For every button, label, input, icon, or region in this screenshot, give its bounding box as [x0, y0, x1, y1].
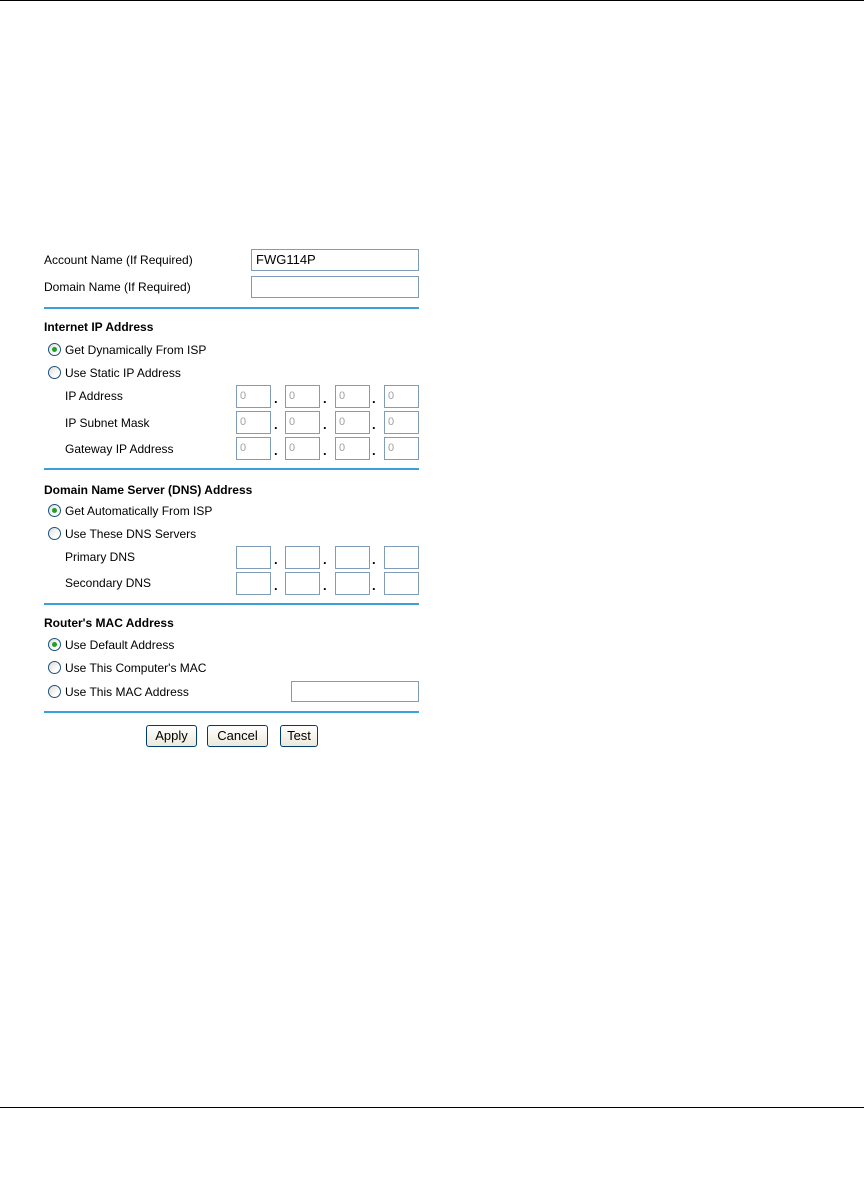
primary-dns-octet-2[interactable]	[285, 546, 320, 569]
octet-separator: .	[372, 417, 376, 432]
secondary-dns-label: Secondary DNS	[65, 576, 152, 590]
ip-address-label: IP Address	[65, 389, 123, 403]
octet-separator: .	[323, 391, 327, 406]
cancel-button[interactable]: Cancel	[207, 725, 268, 747]
section-divider	[44, 603, 419, 605]
octet-separator: .	[372, 391, 376, 406]
subnet-mask-octet-3[interactable]: 0	[335, 411, 370, 434]
octet-separator: .	[323, 417, 327, 432]
section-divider	[44, 307, 419, 309]
primary-dns-label: Primary DNS	[65, 550, 136, 564]
octet-separator: .	[372, 578, 376, 593]
octet-separator: .	[274, 391, 278, 406]
mac-address-input[interactable]	[291, 681, 419, 702]
ip-address-octet-4[interactable]: 0	[384, 385, 419, 408]
subnet-mask-octet-4[interactable]: 0	[384, 411, 419, 434]
subnet-mask-octet-1[interactable]: 0	[236, 411, 271, 434]
ip-address-octet-1[interactable]: 0	[236, 385, 271, 408]
octet-separator: .	[372, 552, 376, 567]
radio-dns-manual[interactable]	[48, 527, 61, 540]
octet-separator: .	[323, 552, 327, 567]
radio-mac-custom-label: Use This MAC Address	[65, 685, 189, 699]
gateway-ip-octet-3[interactable]: 0	[335, 437, 370, 460]
secondary-dns-octet-1[interactable]	[236, 572, 271, 595]
page-bottom-rule	[0, 1107, 864, 1108]
subnet-mask-octet-2[interactable]: 0	[285, 411, 320, 434]
domain-name-input[interactable]	[251, 276, 419, 298]
page-top-rule	[0, 0, 864, 1]
radio-get-dynamically-label: Get Dynamically From ISP	[65, 343, 207, 357]
octet-separator: .	[323, 443, 327, 458]
octet-separator: .	[323, 578, 327, 593]
apply-button[interactable]: Apply	[146, 725, 197, 747]
gateway-ip-octet-4[interactable]: 0	[384, 437, 419, 460]
radio-mac-computer[interactable]	[48, 661, 61, 674]
radio-use-static-ip-label: Use Static IP Address	[65, 366, 181, 380]
gateway-ip-label: Gateway IP Address	[65, 442, 174, 456]
octet-separator: .	[274, 443, 278, 458]
radio-get-dynamically[interactable]	[48, 343, 61, 356]
radio-use-static-ip[interactable]	[48, 366, 61, 379]
octet-separator: .	[274, 552, 278, 567]
octet-separator: .	[274, 417, 278, 432]
secondary-dns-octet-4[interactable]	[384, 572, 419, 595]
gateway-ip-octet-1[interactable]: 0	[236, 437, 271, 460]
primary-dns-octet-4[interactable]	[384, 546, 419, 569]
radio-mac-default-label: Use Default Address	[65, 638, 175, 652]
subnet-mask-label: IP Subnet Mask	[65, 416, 150, 430]
internet-ip-heading: Internet IP Address	[44, 320, 154, 334]
domain-name-label: Domain Name (If Required)	[44, 280, 191, 294]
section-divider	[44, 711, 419, 713]
radio-dns-auto-label: Get Automatically From ISP	[65, 504, 213, 518]
account-name-label: Account Name (If Required)	[44, 253, 193, 267]
mac-heading: Router's MAC Address	[44, 616, 174, 630]
radio-mac-computer-label: Use This Computer's MAC	[65, 661, 207, 675]
account-name-input[interactable]: FWG114P	[251, 249, 419, 271]
octet-separator: .	[372, 443, 376, 458]
gateway-ip-octet-2[interactable]: 0	[285, 437, 320, 460]
test-button[interactable]: Test	[280, 725, 318, 747]
secondary-dns-octet-2[interactable]	[285, 572, 320, 595]
radio-mac-custom[interactable]	[48, 685, 61, 698]
secondary-dns-octet-3[interactable]	[335, 572, 370, 595]
primary-dns-octet-1[interactable]	[236, 546, 271, 569]
primary-dns-octet-3[interactable]	[335, 546, 370, 569]
ip-address-octet-2[interactable]: 0	[285, 385, 320, 408]
octet-separator: .	[274, 578, 278, 593]
radio-mac-default[interactable]	[48, 638, 61, 651]
section-divider	[44, 468, 419, 470]
ip-address-octet-3[interactable]: 0	[335, 385, 370, 408]
radio-dns-manual-label: Use These DNS Servers	[65, 527, 197, 541]
radio-dns-auto[interactable]	[48, 504, 61, 517]
dns-heading: Domain Name Server (DNS) Address	[44, 483, 253, 497]
